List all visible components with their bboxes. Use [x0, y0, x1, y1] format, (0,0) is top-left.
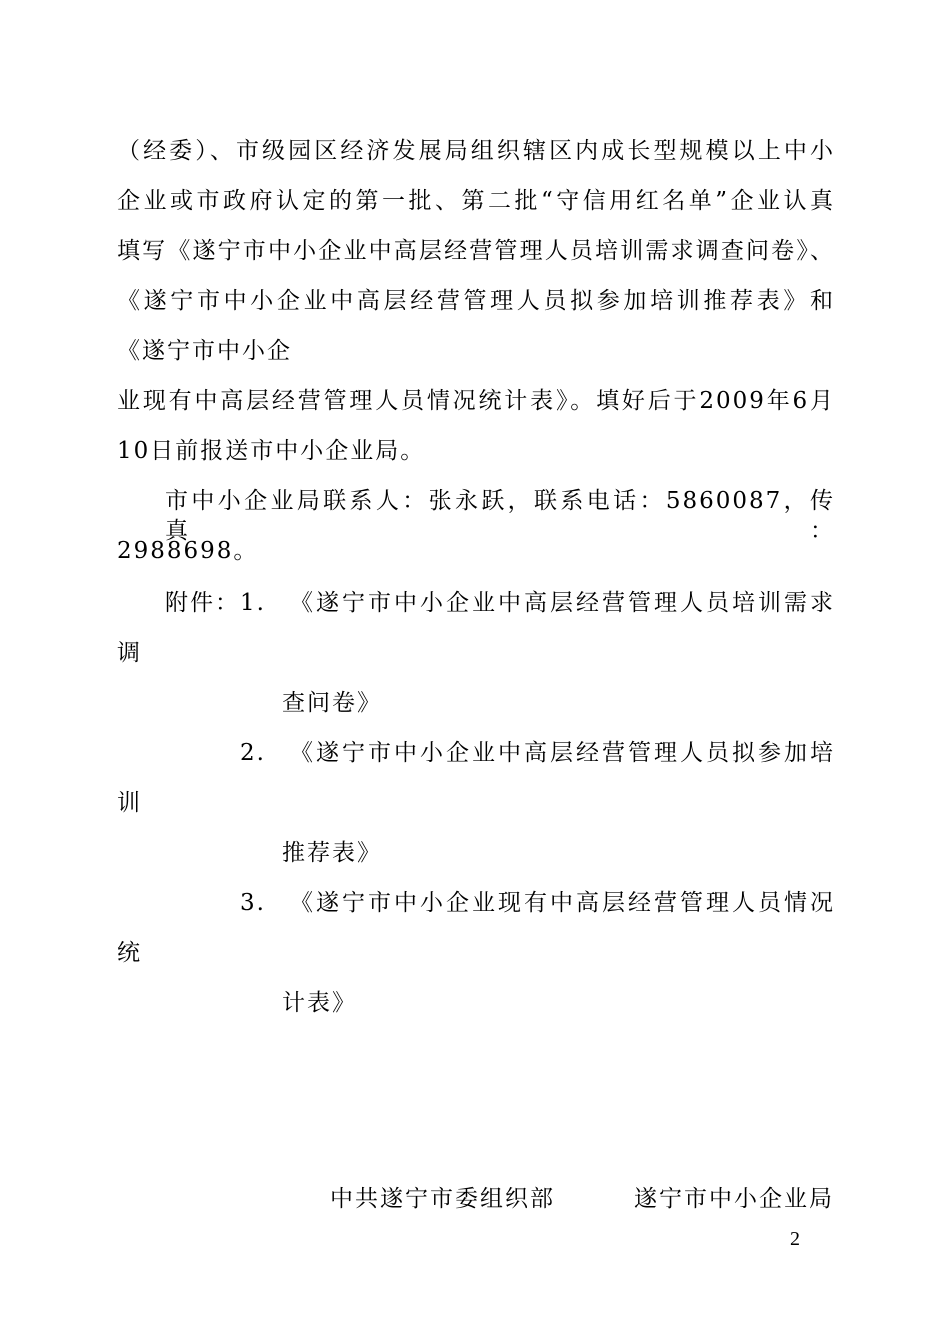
attachment-number: 2.	[240, 740, 266, 766]
body-text-line: （经委）、市级园区经济发展局组织辖区内成长型规模以上中小	[117, 138, 835, 164]
body-text-line: 《遂宁市中小企业中高层经营管理人员拟参加培训推荐表》和	[117, 288, 835, 314]
body-text-line: 10日前报送市中小企业局。	[117, 438, 426, 464]
body-text-line: 《遂宁市中小企	[117, 338, 292, 364]
contact-line: 市中小企业局联系人：张永跃，联系电话：5860087，传真：	[165, 488, 835, 544]
attachment-title: 《遂宁市中小企业现有中高层经营管理人员情况	[290, 890, 835, 916]
attachment-number: 3.	[240, 890, 266, 916]
attachment-title-wrap: 统	[117, 940, 142, 966]
attachments-label: 附件：	[165, 590, 240, 616]
attachment-title-cont: 计表》	[282, 990, 357, 1016]
body-text-line: 填写《遂宁市中小企业中高层经营管理人员培训需求调查问卷》、	[117, 238, 835, 264]
signature-org-1: 中共遂宁市委组织部	[330, 1186, 555, 1212]
signature-org-2: 遂宁市中小企业局	[634, 1186, 834, 1212]
body-text-line: 企业或市政府认定的第一批、第二批“守信用红名单”企业认真	[117, 188, 835, 214]
attachment-title-wrap: 训	[117, 790, 142, 816]
attachment-title-cont: 查问卷》	[282, 690, 382, 716]
attachment-number: 1.	[240, 590, 266, 616]
contact-fax: 2988698。	[117, 538, 259, 564]
body-text-line: 业现有中高层经营管理人员情况统计表》。填好后于2009年6月	[117, 388, 835, 414]
attachment-title: 《遂宁市中小企业中高层经营管理人员拟参加培	[290, 740, 835, 766]
attachment-title: 《遂宁市中小企业中高层经营管理人员培训需求	[290, 590, 835, 616]
page-number: 2	[790, 1228, 800, 1250]
attachment-title-cont: 推荐表》	[282, 840, 382, 866]
attachment-title-wrap: 调	[117, 640, 142, 666]
